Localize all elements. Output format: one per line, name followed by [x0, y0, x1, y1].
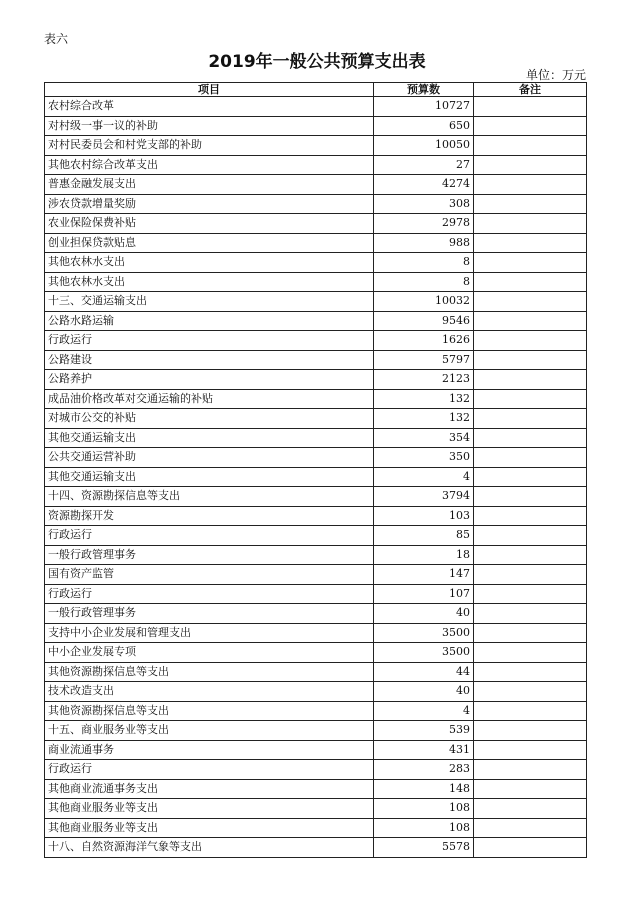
note-cell: [474, 389, 587, 409]
table-row: [45, 370, 587, 390]
table-row: [45, 701, 587, 721]
table-row: [45, 409, 587, 429]
item-name-cell: 其他农村综合改革支出: [45, 155, 374, 175]
item-name-cell: 创业担保贷款贴息: [45, 233, 374, 253]
table-row: [45, 545, 587, 565]
note-cell: [474, 272, 587, 292]
table-row: [45, 584, 587, 604]
note-cell: [474, 506, 587, 526]
budget-amount-cell: 308: [374, 194, 474, 214]
item-name-cell: 对村级一事一议的补助: [45, 116, 374, 136]
note-cell: [474, 136, 587, 156]
budget-amount-cell: 108: [374, 799, 474, 819]
budget-amount-cell: 27: [374, 155, 474, 175]
item-name-cell: 其他资源勘探信息等支出: [45, 662, 374, 682]
budget-amount-cell: 354: [374, 428, 474, 448]
table-row: [45, 506, 587, 526]
table-row: [45, 194, 587, 214]
item-name-cell: 技术改造支出: [45, 682, 374, 702]
item-name-cell: 其他商业流通事务支出: [45, 779, 374, 799]
table-row: [45, 331, 587, 351]
item-name-cell: 商业流通事务: [45, 740, 374, 760]
note-cell: [474, 116, 587, 136]
item-name-cell: 成品油价格改革对交通运输的补贴: [45, 389, 374, 409]
note-cell: [474, 565, 587, 585]
item-name-cell: 农业保险保费补贴: [45, 214, 374, 234]
item-name-cell: 公路水路运输: [45, 311, 374, 331]
table-row: [45, 233, 587, 253]
budget-amount-cell: 107: [374, 584, 474, 604]
item-name-cell: 一般行政管理事务: [45, 604, 374, 624]
budget-amount-cell: 40: [374, 682, 474, 702]
budget-amount-cell: 539: [374, 721, 474, 741]
table-row: [45, 292, 587, 312]
budget-amount-cell: 3794: [374, 487, 474, 507]
item-name-cell: 对城市公交的补贴: [45, 409, 374, 429]
budget-amount-cell: 103: [374, 506, 474, 526]
column-header-budget: 预算数: [374, 83, 474, 97]
item-name-cell: 行政运行: [45, 526, 374, 546]
column-header-note: 备注: [474, 83, 587, 97]
note-cell: [474, 194, 587, 214]
budget-amount-cell: 132: [374, 389, 474, 409]
note-cell: [474, 253, 587, 273]
note-cell: [474, 155, 587, 175]
budget-amount-cell: 3500: [374, 643, 474, 663]
item-name-cell: 农村综合改革: [45, 97, 374, 117]
item-name-cell: 支持中小企业发展和管理支出: [45, 623, 374, 643]
table-row: [45, 740, 587, 760]
table-row: [45, 682, 587, 702]
budget-amount-cell: 4: [374, 701, 474, 721]
item-name-cell: 其他资源勘探信息等支出: [45, 701, 374, 721]
table-row: [45, 799, 587, 819]
table-row: [45, 818, 587, 838]
table-header-row: [45, 83, 587, 97]
item-name-cell: 十五、商业服务业等支出: [45, 721, 374, 741]
note-cell: [474, 448, 587, 468]
note-cell: [474, 662, 587, 682]
budget-amount-cell: 108: [374, 818, 474, 838]
item-name-cell: 十八、自然资源海洋气象等支出: [45, 838, 374, 858]
note-cell: [474, 526, 587, 546]
unit-label: 单位：万元: [525, 68, 586, 82]
item-name-cell: 其他农林水支出: [45, 272, 374, 292]
budget-amount-cell: 5578: [374, 838, 474, 858]
budget-amount-cell: 283: [374, 760, 474, 780]
budget-amount-cell: 44: [374, 662, 474, 682]
item-name-cell: 国有资产监管: [45, 565, 374, 585]
note-cell: [474, 682, 587, 702]
item-name-cell: 十三、交通运输支出: [45, 292, 374, 312]
item-name-cell: 一般行政管理事务: [45, 545, 374, 565]
table-row: [45, 350, 587, 370]
table-row: [45, 389, 587, 409]
table-row: [45, 838, 587, 858]
budget-amount-cell: 10727: [374, 97, 474, 117]
budget-amount-cell: 10050: [374, 136, 474, 156]
table-row: [45, 760, 587, 780]
budget-amount-cell: 1626: [374, 331, 474, 351]
budget-amount-cell: 8: [374, 253, 474, 273]
table-number-label: 表六: [44, 32, 69, 46]
note-cell: [474, 428, 587, 448]
note-cell: [474, 350, 587, 370]
note-cell: [474, 545, 587, 565]
note-cell: [474, 467, 587, 487]
note-cell: [474, 623, 587, 643]
table-row: [45, 779, 587, 799]
budget-amount-cell: 9546: [374, 311, 474, 331]
table-row: [45, 428, 587, 448]
note-cell: [474, 311, 587, 331]
budget-amount-cell: 650: [374, 116, 474, 136]
budget-amount-cell: 40: [374, 604, 474, 624]
note-cell: [474, 721, 587, 741]
item-name-cell: 其他交通运输支出: [45, 428, 374, 448]
budget-amount-cell: 2123: [374, 370, 474, 390]
budget-amount-cell: 148: [374, 779, 474, 799]
table-row: [45, 175, 587, 195]
table-row: [45, 643, 587, 663]
note-cell: [474, 760, 587, 780]
table-row: [45, 116, 587, 136]
item-name-cell: 中小企业发展专项: [45, 643, 374, 663]
budget-amount-cell: 18: [374, 545, 474, 565]
item-name-cell: 公路养护: [45, 370, 374, 390]
budget-amount-cell: 85: [374, 526, 474, 546]
item-name-cell: 其他商业服务业等支出: [45, 799, 374, 819]
note-cell: [474, 779, 587, 799]
note-cell: [474, 331, 587, 351]
budget-amount-cell: 10032: [374, 292, 474, 312]
table-row: [45, 565, 587, 585]
budget-table: [44, 82, 587, 858]
table-row: [45, 97, 587, 117]
note-cell: [474, 740, 587, 760]
budget-amount-cell: 147: [374, 565, 474, 585]
note-cell: [474, 799, 587, 819]
table-row: [45, 526, 587, 546]
item-name-cell: 公共交通运营补助: [45, 448, 374, 468]
budget-amount-cell: 4: [374, 467, 474, 487]
page-title: 2019年一般公共预算支出表: [208, 52, 426, 72]
table-row: [45, 487, 587, 507]
table-row: [45, 623, 587, 643]
note-cell: [474, 643, 587, 663]
note-cell: [474, 214, 587, 234]
item-name-cell: 普惠金融发展支出: [45, 175, 374, 195]
item-name-cell: 行政运行: [45, 331, 374, 351]
note-cell: [474, 409, 587, 429]
column-header-item: 项目: [45, 83, 374, 97]
note-cell: [474, 97, 587, 117]
table-row: [45, 311, 587, 331]
table-row: [45, 467, 587, 487]
budget-amount-cell: 2978: [374, 214, 474, 234]
table-row: [45, 448, 587, 468]
table-row: [45, 136, 587, 156]
table-row: [45, 662, 587, 682]
budget-amount-cell: 5797: [374, 350, 474, 370]
note-cell: [474, 701, 587, 721]
budget-amount-cell: 132: [374, 409, 474, 429]
item-name-cell: 公路建设: [45, 350, 374, 370]
note-cell: [474, 487, 587, 507]
table-row: [45, 721, 587, 741]
item-name-cell: 行政运行: [45, 584, 374, 604]
item-name-cell: 涉农贷款增量奖励: [45, 194, 374, 214]
item-name-cell: 其他农林水支出: [45, 253, 374, 273]
note-cell: [474, 370, 587, 390]
item-name-cell: 其他交通运输支出: [45, 467, 374, 487]
note-cell: [474, 292, 587, 312]
table-row: [45, 214, 587, 234]
note-cell: [474, 604, 587, 624]
budget-amount-cell: 431: [374, 740, 474, 760]
note-cell: [474, 838, 587, 858]
item-name-cell: 其他商业服务业等支出: [45, 818, 374, 838]
note-cell: [474, 584, 587, 604]
table-row: [45, 604, 587, 624]
table-row: [45, 272, 587, 292]
budget-amount-cell: 350: [374, 448, 474, 468]
item-name-cell: 行政运行: [45, 760, 374, 780]
item-name-cell: 对村民委员会和村党支部的补助: [45, 136, 374, 156]
table-row: [45, 253, 587, 273]
note-cell: [474, 818, 587, 838]
budget-amount-cell: 8: [374, 272, 474, 292]
note-cell: [474, 175, 587, 195]
table-row: [45, 155, 587, 175]
budget-amount-cell: 4274: [374, 175, 474, 195]
item-name-cell: 十四、资源勘探信息等支出: [45, 487, 374, 507]
item-name-cell: 资源勘探开发: [45, 506, 374, 526]
budget-amount-cell: 3500: [374, 623, 474, 643]
note-cell: [474, 233, 587, 253]
budget-amount-cell: 988: [374, 233, 474, 253]
